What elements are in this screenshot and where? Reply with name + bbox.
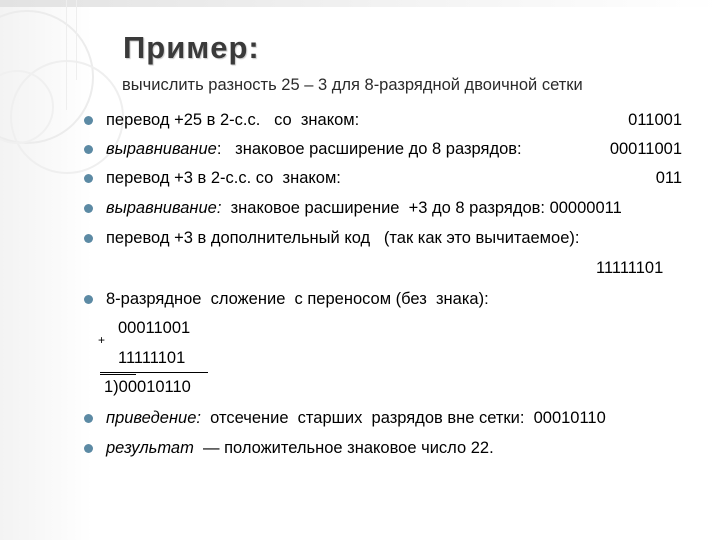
- bullet-text: 8-разрядное сложение с переносом (без знака):: [106, 290, 489, 308]
- bullet-dot-icon: [84, 295, 93, 304]
- bullet-text: [106, 137, 522, 161]
- slide-subtitle: вычислить разность 25 – 3 для 8-разрядной двоичной сетки: [122, 76, 583, 94]
- bullet-italic-label: результат: [106, 439, 194, 457]
- bullet-text: перевод +25 в 2-с.с. со знаком:: [106, 111, 360, 129]
- bullet-dot-icon: [84, 414, 93, 423]
- addition-underline: [100, 372, 208, 373]
- bullet-italic-label: выравнивание: [106, 140, 217, 158]
- plus-sign: +: [98, 333, 106, 347]
- bullet-dot-icon: [84, 234, 93, 243]
- bullet-item: [84, 226, 694, 250]
- complement-code-value: 11111101: [596, 259, 664, 277]
- bullet-item: [84, 108, 694, 132]
- decorative-line: [66, 0, 67, 110]
- bullet-item: [84, 196, 694, 220]
- bullet-dot-icon: [84, 204, 93, 213]
- bullet-rest: отсечение старших разрядов вне сетки: 00010110: [201, 409, 606, 427]
- bullet-dot-icon: [84, 444, 93, 453]
- addition-operand-2: 11111101: [118, 349, 186, 367]
- bullet-item: [84, 287, 694, 311]
- bullet-rest: : знаковое расширение до 8 разрядов:: [216, 140, 522, 158]
- decorative-top-bar: [0, 0, 720, 7]
- bullet-text: [106, 406, 606, 430]
- bullet-text: перевод +3 в 2-с.с. со знаком:: [106, 169, 341, 187]
- bullet-dot-icon: [84, 116, 93, 125]
- decorative-line: [76, 0, 77, 80]
- addition-operand-1: 00011001: [118, 319, 191, 337]
- bullet-text: [106, 436, 494, 460]
- slide-title: Пример:: [123, 30, 260, 65]
- bullet-dot-icon: [84, 145, 93, 154]
- bullet-item: [84, 166, 694, 190]
- bullet-italic-label: выравнивание:: [106, 199, 222, 217]
- bullet-rest: — положительное знаковое число 22.: [193, 439, 494, 457]
- bullet-italic-label: приведение:: [106, 409, 201, 427]
- bullet-text: перевод +3 в дополнительный код (так как это вычитаемое):: [106, 229, 580, 247]
- bullet-dot-icon: [84, 174, 93, 183]
- bullet-value: 011: [655, 169, 682, 187]
- bullet-item: [84, 406, 694, 430]
- bullet-value: 00011001: [609, 140, 682, 158]
- bullet-item: [84, 436, 694, 460]
- addition-result: 1)00010110: [104, 378, 191, 396]
- bullet-text: [106, 196, 622, 220]
- bullet-value: 011001: [628, 111, 682, 129]
- bullet-rest: знаковое расширение +3 до 8 разрядов: 00000011: [221, 199, 622, 217]
- bullet-item: [84, 137, 694, 161]
